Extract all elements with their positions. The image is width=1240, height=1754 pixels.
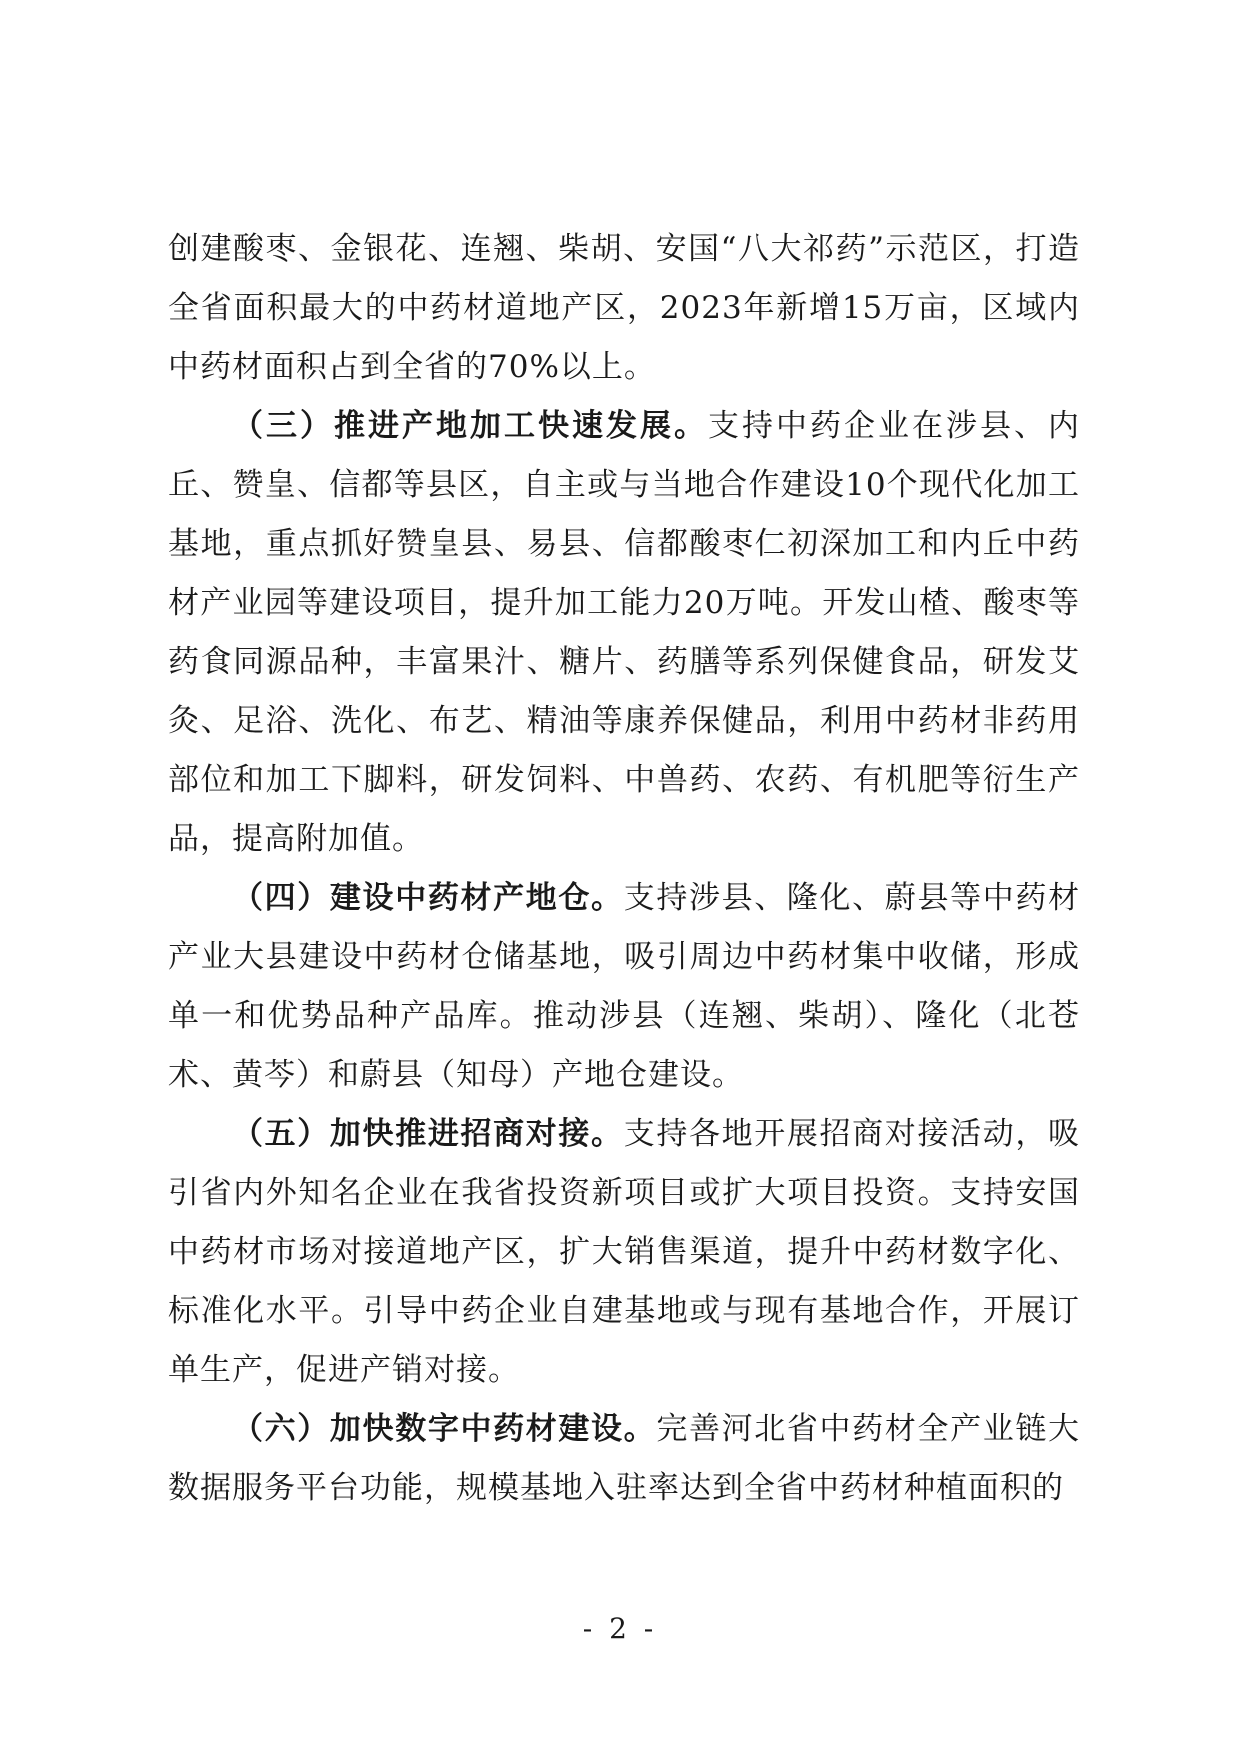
paragraph-section-5 — [168, 1105, 1080, 1400]
section-heading: （六）加快数字中药材建设。 — [232, 1411, 657, 1447]
section-heading: （五）加快推进招商对接。 — [232, 1116, 624, 1152]
section-heading: （三）推进产地加工快速发展。 — [232, 408, 708, 444]
paragraph-text: 支持涉县、隆化、蔚县等中药材产业大县建设中药材仓储基地，吸引周边中药材集中收储，形成单一和优势品种产品库。推动涉县（连翘、柴胡）、隆化（北苍术、黄芩）和蔚县（知母）产地仓建设。 — [168, 880, 1081, 1093]
paragraph-text: 完善河北省中药材全产业链大数据服务平台功能，规模基地入驻率达到全省中药材种植面积的 — [168, 1411, 1081, 1506]
section-heading: （四）建设中药材产地仓。 — [232, 880, 624, 916]
page-number: - 2 - — [582, 1612, 658, 1645]
document-body — [168, 220, 1080, 1518]
paragraph-section-3 — [168, 397, 1080, 869]
paragraph-text: 支持中药企业在涉县、内丘、赞皇、信都等县区，自主或与当地合作建设10个现代化加工基地，重点抓好赞皇县、易县、信都酸枣仁初深加工和内丘中药材产业园等建设项目，提升加工能力20万吨。开发山楂、酸枣等药食同源品种，丰富果汁、糖片、药膳等系列保健食品，研发艾灸、足浴、洗化、布艺、精油等康养保健品，利用中药材非药用部位和加工下脚料，研发饲料、中兽药、农药、有机肥等衍生产品，提高附加值。 — [168, 408, 1080, 857]
paragraph-section-4 — [168, 869, 1080, 1105]
paragraph-text: 创建酸枣、金银花、连翘、柴胡、安国“八大祁药”示范区，打造全省面积最大的中药材道地产区，2023年新增15万亩，区域内中药材面积占到全省的70%以上。 — [168, 231, 1080, 385]
paragraph-section-6 — [168, 1400, 1080, 1518]
paragraph-continuation — [168, 220, 1080, 397]
paragraph-text: 支持各地开展招商对接活动，吸引省内外知名企业在我省投资新项目或扩大项目投资。支持安国中药材市场对接道地产区，扩大销售渠道，提升中药材数字化、标准化水平。引导中药企业自建基地或与现有基地合作，开展订单生产，促进产销对接。 — [168, 1116, 1081, 1388]
